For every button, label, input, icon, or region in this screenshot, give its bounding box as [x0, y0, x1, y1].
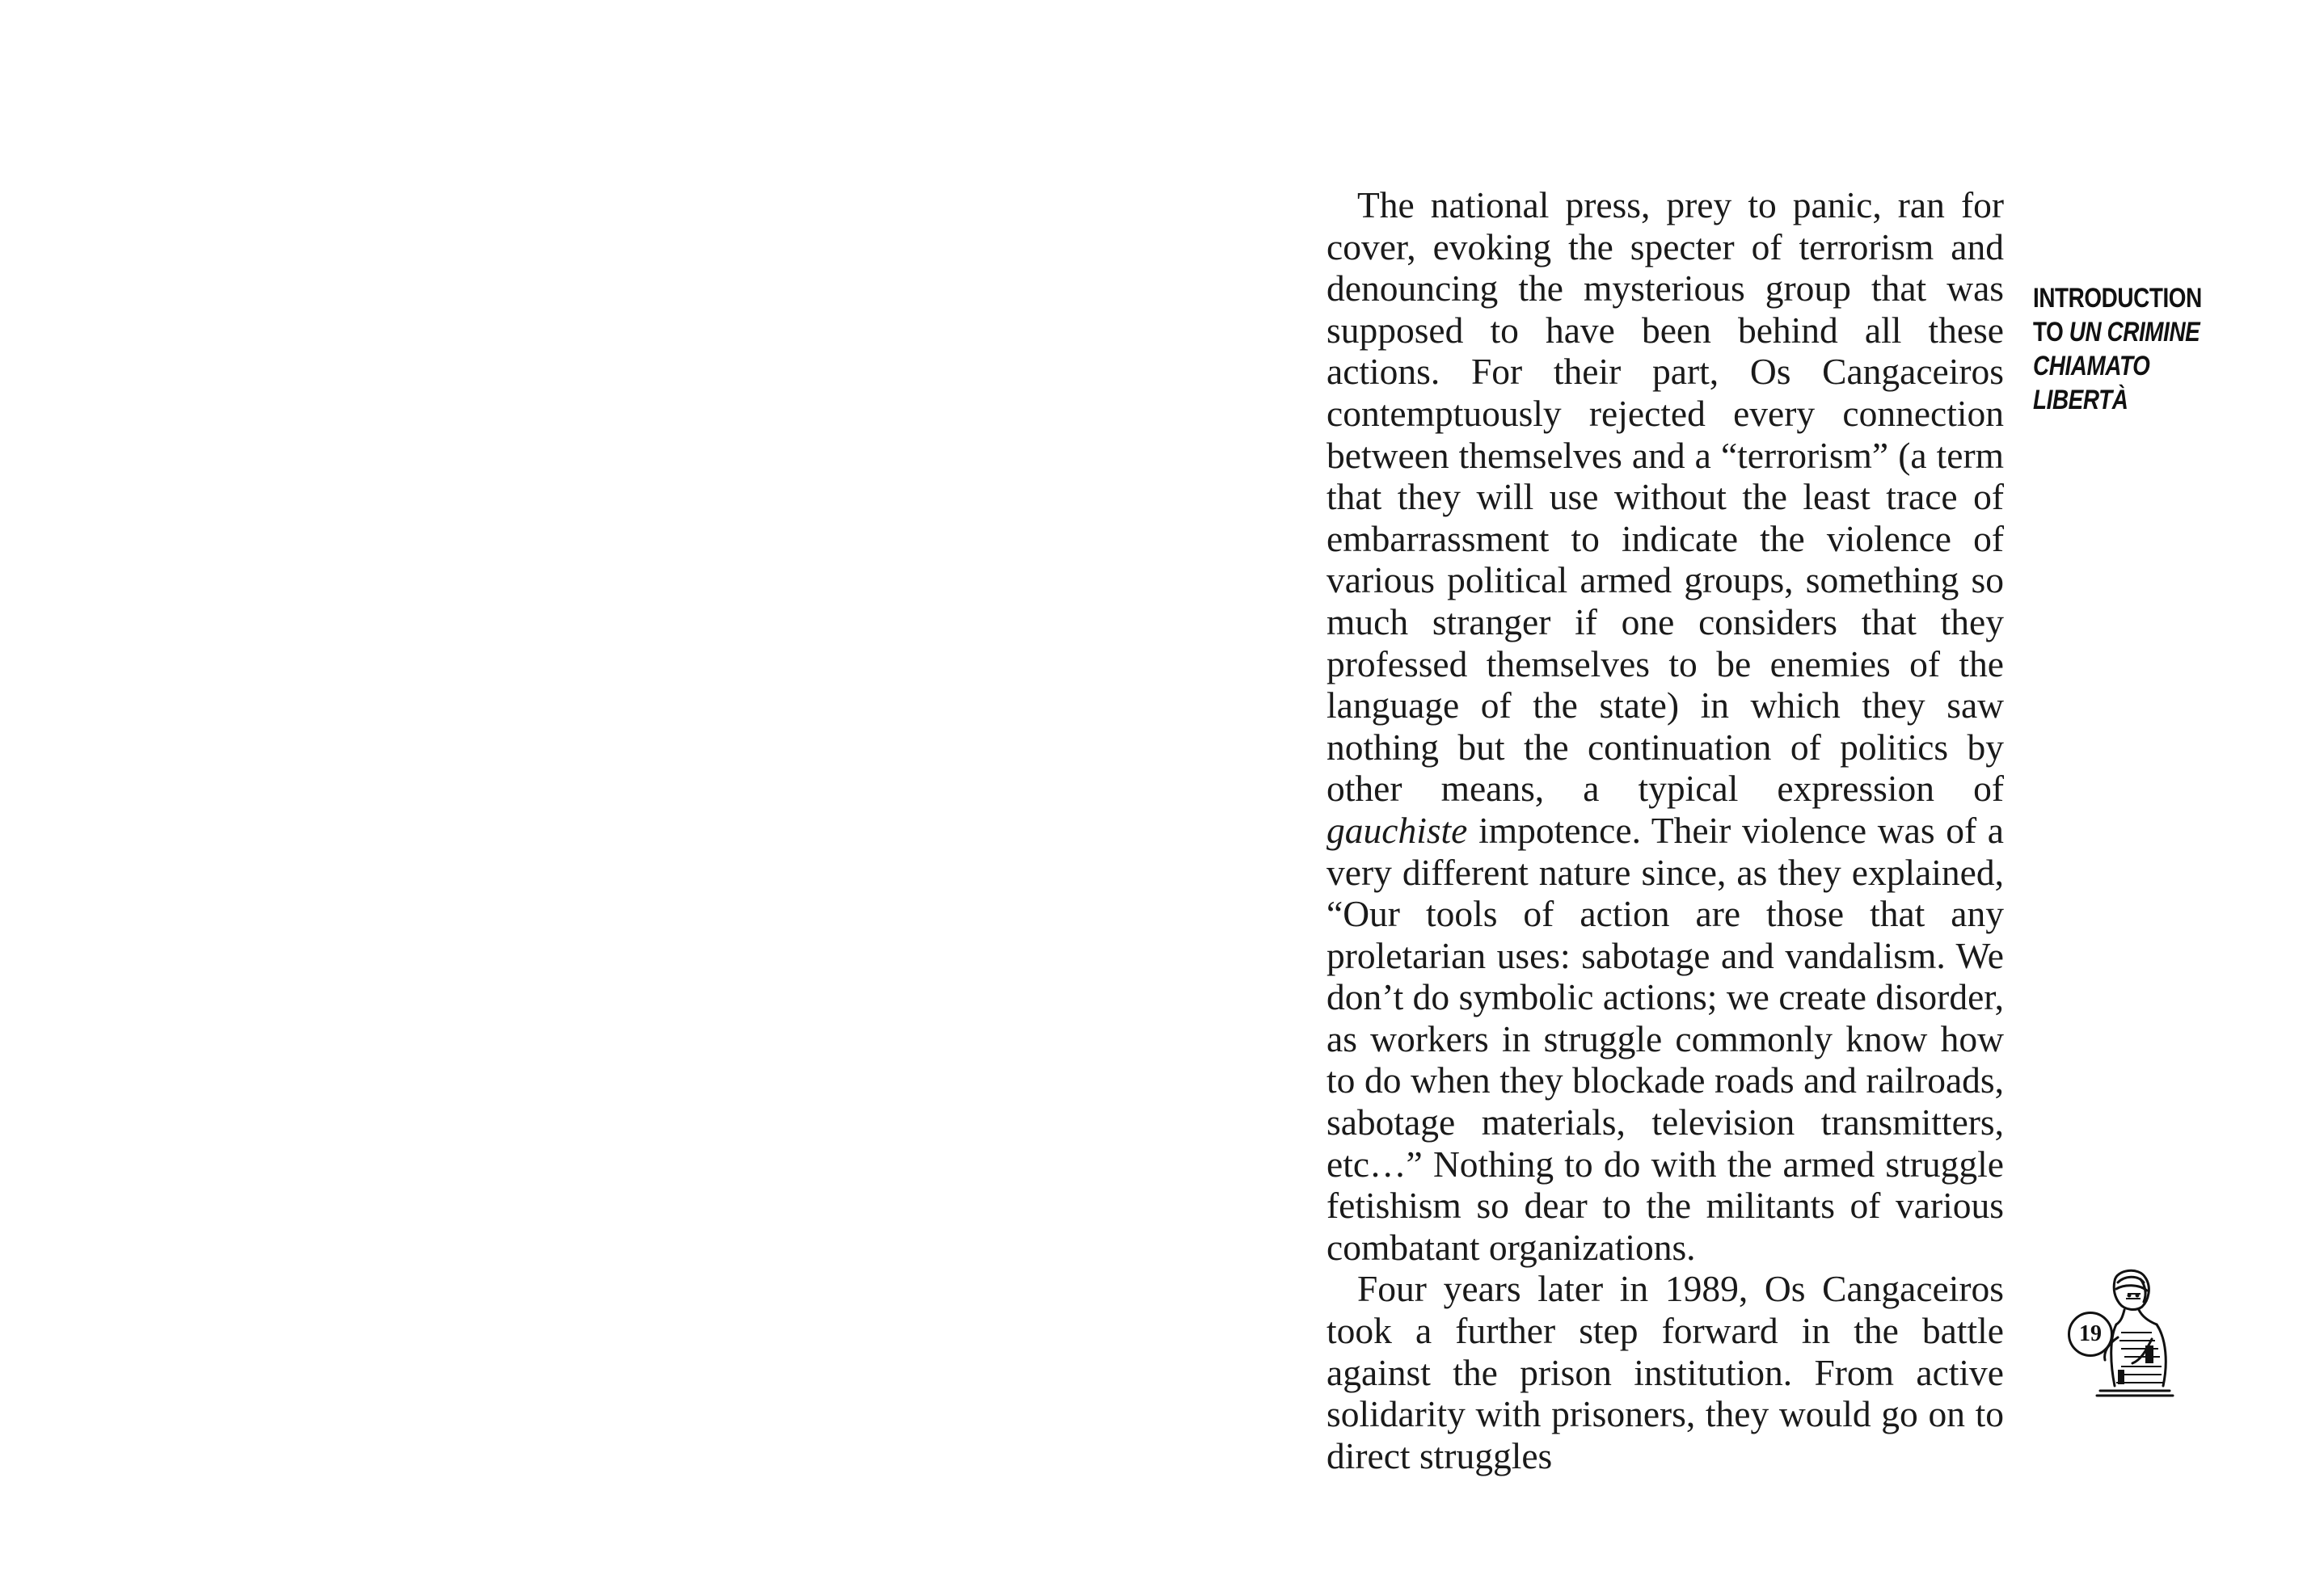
running-head [2033, 281, 2205, 417]
running-head-line-3 [2033, 349, 2205, 383]
paragraph-1-text-a: The national press, prey to panic, ran for cover, evoking the specter of terrorism and denouncing the mysterious group that was supposed to have been behind all these actions. For their part, Os Cangaceiros contemptuously rejected every connection between themselves and a “terrorism” (a term that they will use without the least trace of embarrassment to indicate the violence of various political armed groups, something so much stranger if one considers that they professed themselves to be enemies of the language of the state) in which they saw nothing but the continuation of politics by other means, a typical expression of [1326, 184, 2004, 810]
body-text [1326, 184, 2004, 1476]
page-number: 19 [2068, 1312, 2113, 1357]
running-head-title-2: CHIAMATO [2033, 351, 2150, 381]
running-head-line-2 [2033, 315, 2205, 349]
running-head-line-4 [2033, 383, 2205, 417]
paragraph-1-text-b: impotence. Their violence was of a very different nature since, as they explained, “Our tools of action are those that any proletarian uses: sabotage and vandalism. We don’t do symbolic actions; we create disorder, as workers in struggle commonly know how to do when they blockade roads and railroads, sabotage materials, television transmitters, etc…” Nothing to do with the armed struggle fetishism so dear to the militants of various combatant organizations. [1326, 809, 2004, 1268]
paragraph-1 [1326, 184, 2004, 1268]
running-head-prefix: TO [2033, 317, 2069, 347]
paragraph-1-italic-term: gauchiste [1326, 809, 1468, 851]
running-head-title: UN CRIMINE [2069, 317, 2200, 347]
paragraph-2: Four years later in 1989, Os Cangaceiros took a further step forward in the battle against the prison institution. From active solidarity with prisoners, they would go on to direct struggles [1326, 1268, 2004, 1476]
running-head-title-3: LIBERTÀ [2033, 385, 2128, 415]
running-head-line-1: INTRODUCTION [2033, 283, 2202, 314]
